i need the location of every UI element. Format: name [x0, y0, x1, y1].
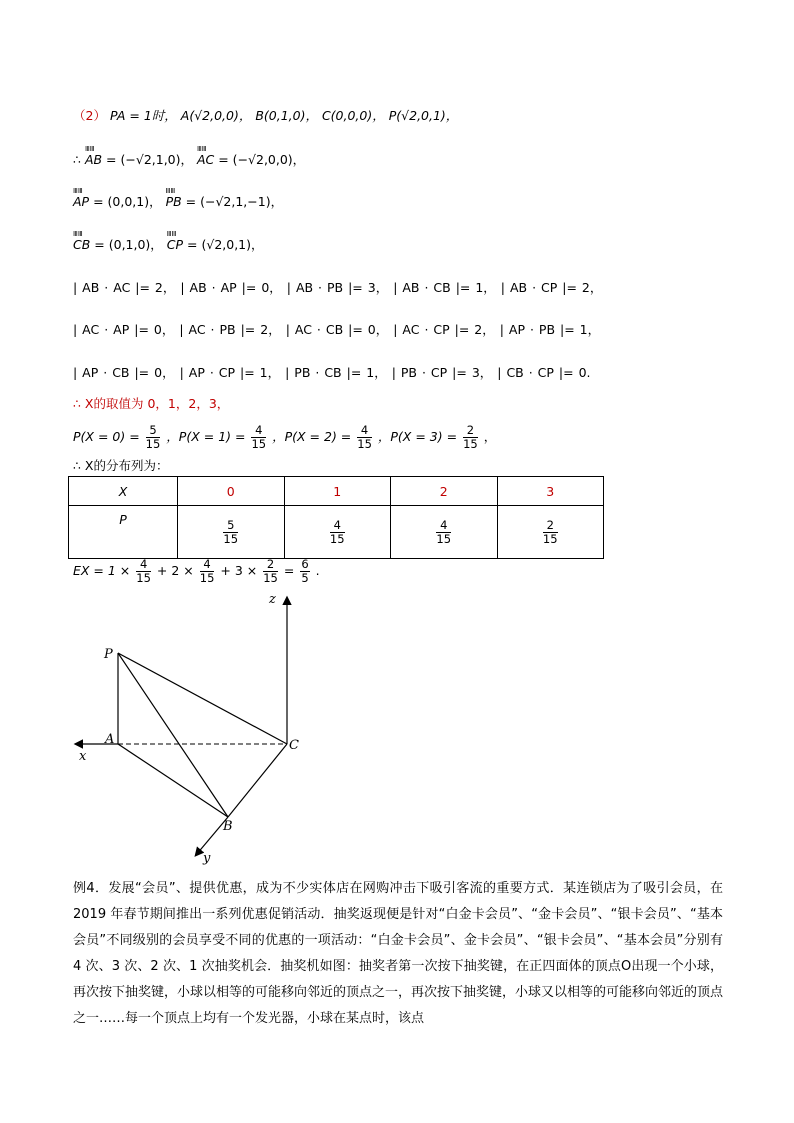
denominator: 15: [357, 437, 372, 451]
dot-products-line-1: [73, 280, 602, 296]
vector-cb: ⅢⅢ CB: [73, 237, 90, 253]
ex-fraction-2: [200, 558, 215, 585]
ex-term-2: + 2 ×: [156, 563, 194, 578]
p-value-cell: [391, 506, 498, 559]
p2-fraction: [357, 424, 372, 451]
point-a: A(√2,0,0)，: [180, 108, 252, 123]
numerator: 2: [463, 424, 478, 438]
prob-end: ，: [483, 429, 497, 444]
denominator: 15: [251, 437, 267, 451]
table-row-x: [69, 477, 604, 506]
x-value-cell: 0: [178, 477, 285, 506]
vector-ac: ⅢⅢ AC: [197, 152, 214, 168]
dot-product: | CB · CP |= 0.: [497, 365, 591, 380]
numerator: 6: [301, 557, 309, 571]
vector-cp-value: = (√2,0,1)，: [183, 237, 264, 252]
x-header: X: [69, 477, 178, 506]
vector-cb-value: = (0,1,0)，: [90, 237, 163, 252]
x-value-cell: 3: [497, 477, 604, 506]
vector-ab-value: = (−√2,1,0)，: [102, 152, 193, 167]
denominator: 15: [542, 531, 558, 546]
ex-term-3: + 3 ×: [220, 563, 258, 578]
therefore-symbol: ∴: [73, 152, 85, 167]
p-value-cell: [284, 506, 391, 559]
label-p: P: [104, 647, 113, 662]
ex-equals: =: [283, 563, 295, 578]
coords-line: [73, 108, 458, 124]
p3-fraction: [463, 424, 478, 451]
denominator: 15: [463, 437, 478, 451]
p1-fraction: [251, 424, 266, 451]
edge-pb: [118, 653, 228, 817]
table-row-p: [69, 506, 604, 559]
example-4-paragraph: 例4．发展“会员”、提供优惠，成为不少实体店在网购冲击下吸引客流的重要方式．某连锁店为了吸引会员，在 2019 年春节期间推出一系列优惠促销活动．抽奖返现便是针对“白金卡会员”、“金卡会员”、“银卡会员”、“基本会员”不同级别的会员享受不同的优惠的一项活动：“白金卡会员”、金卡会员”、“银卡会员”、“基本会员”分别有 4 次、3 次、2 次、1 次抽奖机会．抽奖机如图：抽奖者第一次按下抽奖键，在正四面体的顶点O出现一个小球，再次按下抽奖键，小球以相等的可能移向邻近的顶点之一，再次按下抽奖键，小球又以相等的可能移向邻近的顶点之一……每一个顶点上均有一个发光器，小球在某点时，该点: [73, 881, 724, 1026]
denominator: 15: [263, 571, 278, 585]
denominator: 15: [223, 531, 239, 546]
part-label: （2）: [73, 108, 106, 123]
point-c: C(0,0,0)，: [321, 108, 385, 123]
denominator: 5: [301, 571, 309, 585]
label-a: A: [105, 732, 115, 747]
numerator: 4: [251, 424, 266, 438]
p0-label: P(X = 0) =: [73, 429, 140, 444]
label-y: y: [203, 851, 211, 866]
probabilities-line: [73, 420, 496, 454]
denominator: 15: [436, 531, 452, 546]
ex-fraction-1: [136, 558, 151, 585]
vectors-line-2: [73, 194, 283, 210]
dot-product: | AB · CB |= 1，: [393, 280, 496, 295]
vector-ap-value: = (0,0,1)，: [89, 194, 162, 209]
dot-product: | AC · AP |= 0，: [73, 322, 175, 337]
point-b: B(0,1,0)，: [255, 108, 318, 123]
denominator: 15: [329, 531, 345, 546]
p2-label: ，P(X = 2) =: [272, 429, 352, 444]
label-z: z: [269, 592, 276, 607]
dot-product: | AC · CB |= 0，: [285, 322, 389, 337]
dot-product: | AB · AC |= 2，: [73, 280, 176, 295]
edge-ab: [118, 744, 228, 817]
numerator: 5: [223, 519, 238, 533]
numerator: 5: [146, 424, 161, 438]
vectors-line-1: [73, 152, 305, 168]
dot-product: | AP · PB |= 1，: [499, 322, 601, 337]
x-value-cell: 1: [284, 477, 391, 506]
dot-product: | AB · PB |= 3，: [286, 280, 389, 295]
vector-ap: ⅢⅢ AP: [73, 194, 89, 210]
dot-product: | AC · PB |= 2，: [179, 322, 281, 337]
vector-pb: ⅢⅢ PB: [166, 194, 182, 210]
ex-label: EX = 1 ×: [73, 563, 131, 578]
dot-product: | AB · AP |= 0，: [180, 280, 282, 295]
x-value-cell: 2: [391, 477, 498, 506]
label-c: C: [289, 738, 299, 753]
edge-cb: [228, 744, 287, 817]
p0-fraction: [146, 424, 161, 451]
ex-fraction-3: [263, 558, 278, 585]
numerator: 2: [263, 558, 278, 572]
denominator: 15: [199, 571, 215, 585]
dot-product: | AP · CB |= 0，: [73, 365, 175, 380]
vector-ac-value: = (−√2,0,0)，: [214, 152, 306, 167]
p3-label: ，P(X = 3) =: [377, 429, 458, 444]
p-value-cell: [497, 506, 604, 559]
dot-products-line-2: [73, 322, 600, 338]
p1-label: ，P(X = 1) =: [166, 429, 246, 444]
numerator: 4: [136, 558, 151, 572]
dot-product: | PB · CP |= 3，: [391, 365, 493, 380]
dot-product: | AC · CP |= 2，: [393, 322, 495, 337]
vector-ab: ⅢⅢ AB: [85, 152, 102, 168]
label-x: x: [79, 749, 87, 764]
tetrahedron-figure: [0, 585, 794, 875]
vector-pb-value: = (−√2,1,−1)，: [181, 194, 284, 209]
label-b: B: [223, 819, 233, 834]
numerator: 4: [357, 424, 372, 438]
distribution-title: ∴ X的分布列为：: [73, 458, 169, 473]
numerator: 4: [330, 519, 345, 533]
ex-end: .: [315, 563, 320, 578]
p-value-cell: [178, 506, 285, 559]
point-p: P(√2,0,1)，: [388, 108, 459, 123]
distribution-table: [68, 476, 604, 559]
numerator: 4: [436, 519, 451, 533]
pa-condition: PA = 1时，: [109, 108, 177, 123]
dot-products-line-3: [73, 365, 591, 381]
dot-product: | AP · CP |= 1，: [179, 365, 281, 380]
edge-pc: [118, 653, 287, 744]
expectation-line: [73, 554, 320, 588]
denominator: 15: [145, 437, 161, 451]
vector-cp: ⅢⅢ CP: [167, 237, 183, 253]
numerator: 4: [200, 558, 215, 572]
dot-product: | PB · CB |= 1，: [285, 365, 387, 380]
x-values-line: ∴ X的取值为 0，1，2，3，: [73, 396, 230, 411]
ex-result: [300, 558, 309, 585]
vectors-line-3: [73, 237, 264, 253]
denominator: 15: [136, 571, 151, 585]
numerator: 2: [543, 519, 558, 533]
p-header: P: [69, 506, 178, 559]
dot-product: | AB · CP |= 2，: [500, 280, 603, 295]
